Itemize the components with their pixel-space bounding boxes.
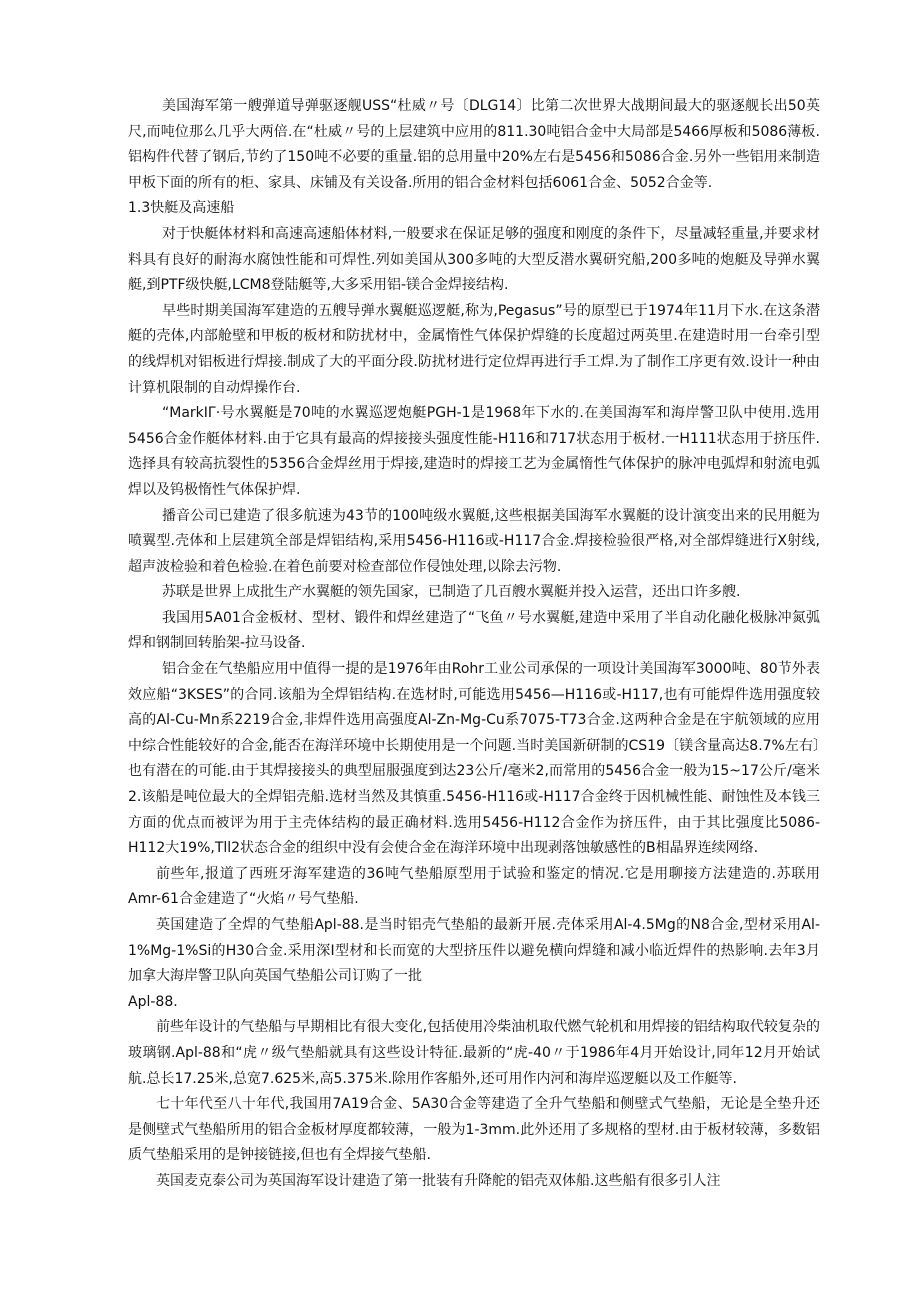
paragraph-pegasus: 早些时期美国海军建造的五艘导弹水翼艇巡逻艇,称为,Pegasus”号的原型已于1974年11月下水.在这条潜艇的壳体,内部舱壁和甲板的板材和防扰材中，金属惰性气体保护焊缝的长度超过两英里.在建造时用一台牵引型的线焊机对铝板进行焊接.制成了大的平面分段.防扰材进行定位焊再进行手工焊.为了制作工序更有效.设计一种由计算机限制的自动焊操作台. [128,302,820,396]
paragraph-rohr-3kses: 铝合金在气垫船应用中值得一提的是1976年由Rohr工业公司承保的一项设计美国海军3000吨、80节外表效应船“3KSES”的合同.该船为全焊铝结构.在选材时,可能选用5456—H116或-H117,也有可能焊件选用强度较高的Al-Cu-Mn系2219合金,非焊件选用高强度Al-Zn-Mg-Cu系7075-T73合金.这两种合金是在宇航领域的应用中综合性能较好的合金,能否在海洋环境中长期使用是一个问题.当时美国新研制的CS19〔镁含量高达8.7%左右〕也有潜在的可能.由于其焊接接头的典型屈服强度到达23公斤/毫米2,而常用的5456合金一般为15~17公斤/毫米2.该船是吨位最大的全焊铝壳船.选材当然及其慎重.5456-H116或-H117合金终于因机械性能、耐蚀性及本钱三方面的优点而被评为用于主壳体结构的最正确材料.选用5456-H112合金作为挤压件，由于其比强度比5086-H112大19%,Tll2状态合金的组织中没有会使合金在海洋环境中出现剥落蚀敏感性的B相晶界连续网络. [128,661,820,857]
paragraph-fast-boat-materials: 对于快艇体材料和高速高速船体材料,一般要求在保证足够的强度和刚度的条件下，尽量减轻重量,并要求材料具有良好的耐海水腐蚀性能和可焊性.列如美国从300多吨的大型反潜水翼研究船,200多吨的炮艇及导弹水翼艇,到PTF级快艇,LCM8登陆艇等,大多采用铝-镁合金焊接结构. [128,225,820,294]
paragraph-apl88-continuation: Apl-88. [128,993,178,1010]
paragraph-uk-catamaran: 英国麦克泰公司为英国海军设计建造了第一批装有升降舵的铝壳双体船.这些船有很多引人注 [156,1172,721,1189]
paragraph-china-feiyu: 我国用5A01合金板材、型材、锻件和焊丝建造了“飞鱼〃号水翼艇,建造中采用了半自动化融化极脉冲氮弧焊和钢制回转胎架-拉马设备. [128,609,820,652]
paragraph-soviet-hydrofoil: 苏联是世界上成批生产水翼艇的领先国家，已制造了几百艘水翼艇并投入运营，还出口许多艘. [162,584,741,601]
section-heading-1-3: 1.3快艇及高速船 [128,200,235,217]
paragraph-spain-hovercraft: 前些年,报道了西班牙海军建造的36吨气垫船原型用于试验和鉴定的情况.它是用聊接方法建造的.苏联用Amr-61合金建造了“火焰〃号气垫船. [128,865,820,908]
paragraph-china-hovercraft: 七十年代至八十年代,我国用7A19合金、5A30合金等建造了全升气垫船和侧壁式气垫船，无论是全垫升还是侧壁式气垫船所用的铝合金板材厚度都较薄，一般为1-3mm.此外还用了多规格的型材.由于板材较薄，多数铝质气垫船采用的是钟接链接,但也有全焊接气垫船. [128,1096,820,1164]
paragraph-uk-apl88: 英国建造了全焊的气垫船Apl-88.是当时铝壳气垫船的最新开展.壳体采用Al-4.5Mg的N8合金,型材采用Al-1%Mg-1%Si的H30合金.采用深I型材和长而宽的大型挤压件以避免横向焊缝和减小临近焊件的热影响.去年3月加拿大海岸警卫队向英国气垫船公司订购了一批 [128,917,820,985]
paragraph-uss-dewey: 美国海军第一艘弹道导弹驱逐舰USS“杜威〃号〔DLG14〕比第二次世界大战期间最大的驱逐舰长出50英尺,而吨位那么几乎大两倍.在“杜威〃号的上层建筑中应用的811.30吨铝合金中大局部是5466厚板和5086薄板.铝构件代替了钢后,节约了150吨不必要的重量.铝的总用量中20%左右是5456和5086合金.另外一些铝用来制造甲板下面的所有的柜、家具、床铺及有关设备.所用的铝合金材料包括6061合金、5052合金等. [128,98,820,191]
paragraph-mark-hydrofoil: “MarkIΓ·号水翼艇是70吨的水翼巡逻炮艇PGH-1是1968年下水的.在美国海军和海岸警卫队中使用.选用5456合金作艇体材料.由于它具有最高的焊接接头强度性能-H116和717状态用于板材.一H111状态用于挤压件.选择具有较高抗裂性的5356合金焊丝用于焊接,建造时的焊接工艺为金属惰性气体保护的脉冲电弧焊和射流电弧焊以及钨极惰性气体保护焊. [128,405,820,498]
paragraph-hovercraft-design: 前些年设计的气垫船与早期相比有很大变化,包括使用冷柴油机取代燃气轮机和用焊接的铝结构取代较复杂的玻璃钢.Apl-88和“虎〃级气垫船就具有这些设计特征.最新的“虎-40〃于1986年4月开始设计,同年12月开始试航.总长17.25米,总宽7.625米,高5.375米.除用作客船外,还可用作内河和海岸巡逻艇以及工作艇等. [128,1019,820,1087]
paragraph-boeing-hydrofoil: 播音公司已建造了很多航速为43节的100吨级水翼艇,这些根据美国海军水翼艇的设计演变出来的民用艇为喷翼型.壳体和上层建筑全部是焊铝结构,采用5456-H116或-H117合金.焊接检验很严格,对全部焊缝进行X射线,超声波检验和着色检验.在着色前要对检查部位作侵蚀处理,以除去污物. [128,507,820,575]
